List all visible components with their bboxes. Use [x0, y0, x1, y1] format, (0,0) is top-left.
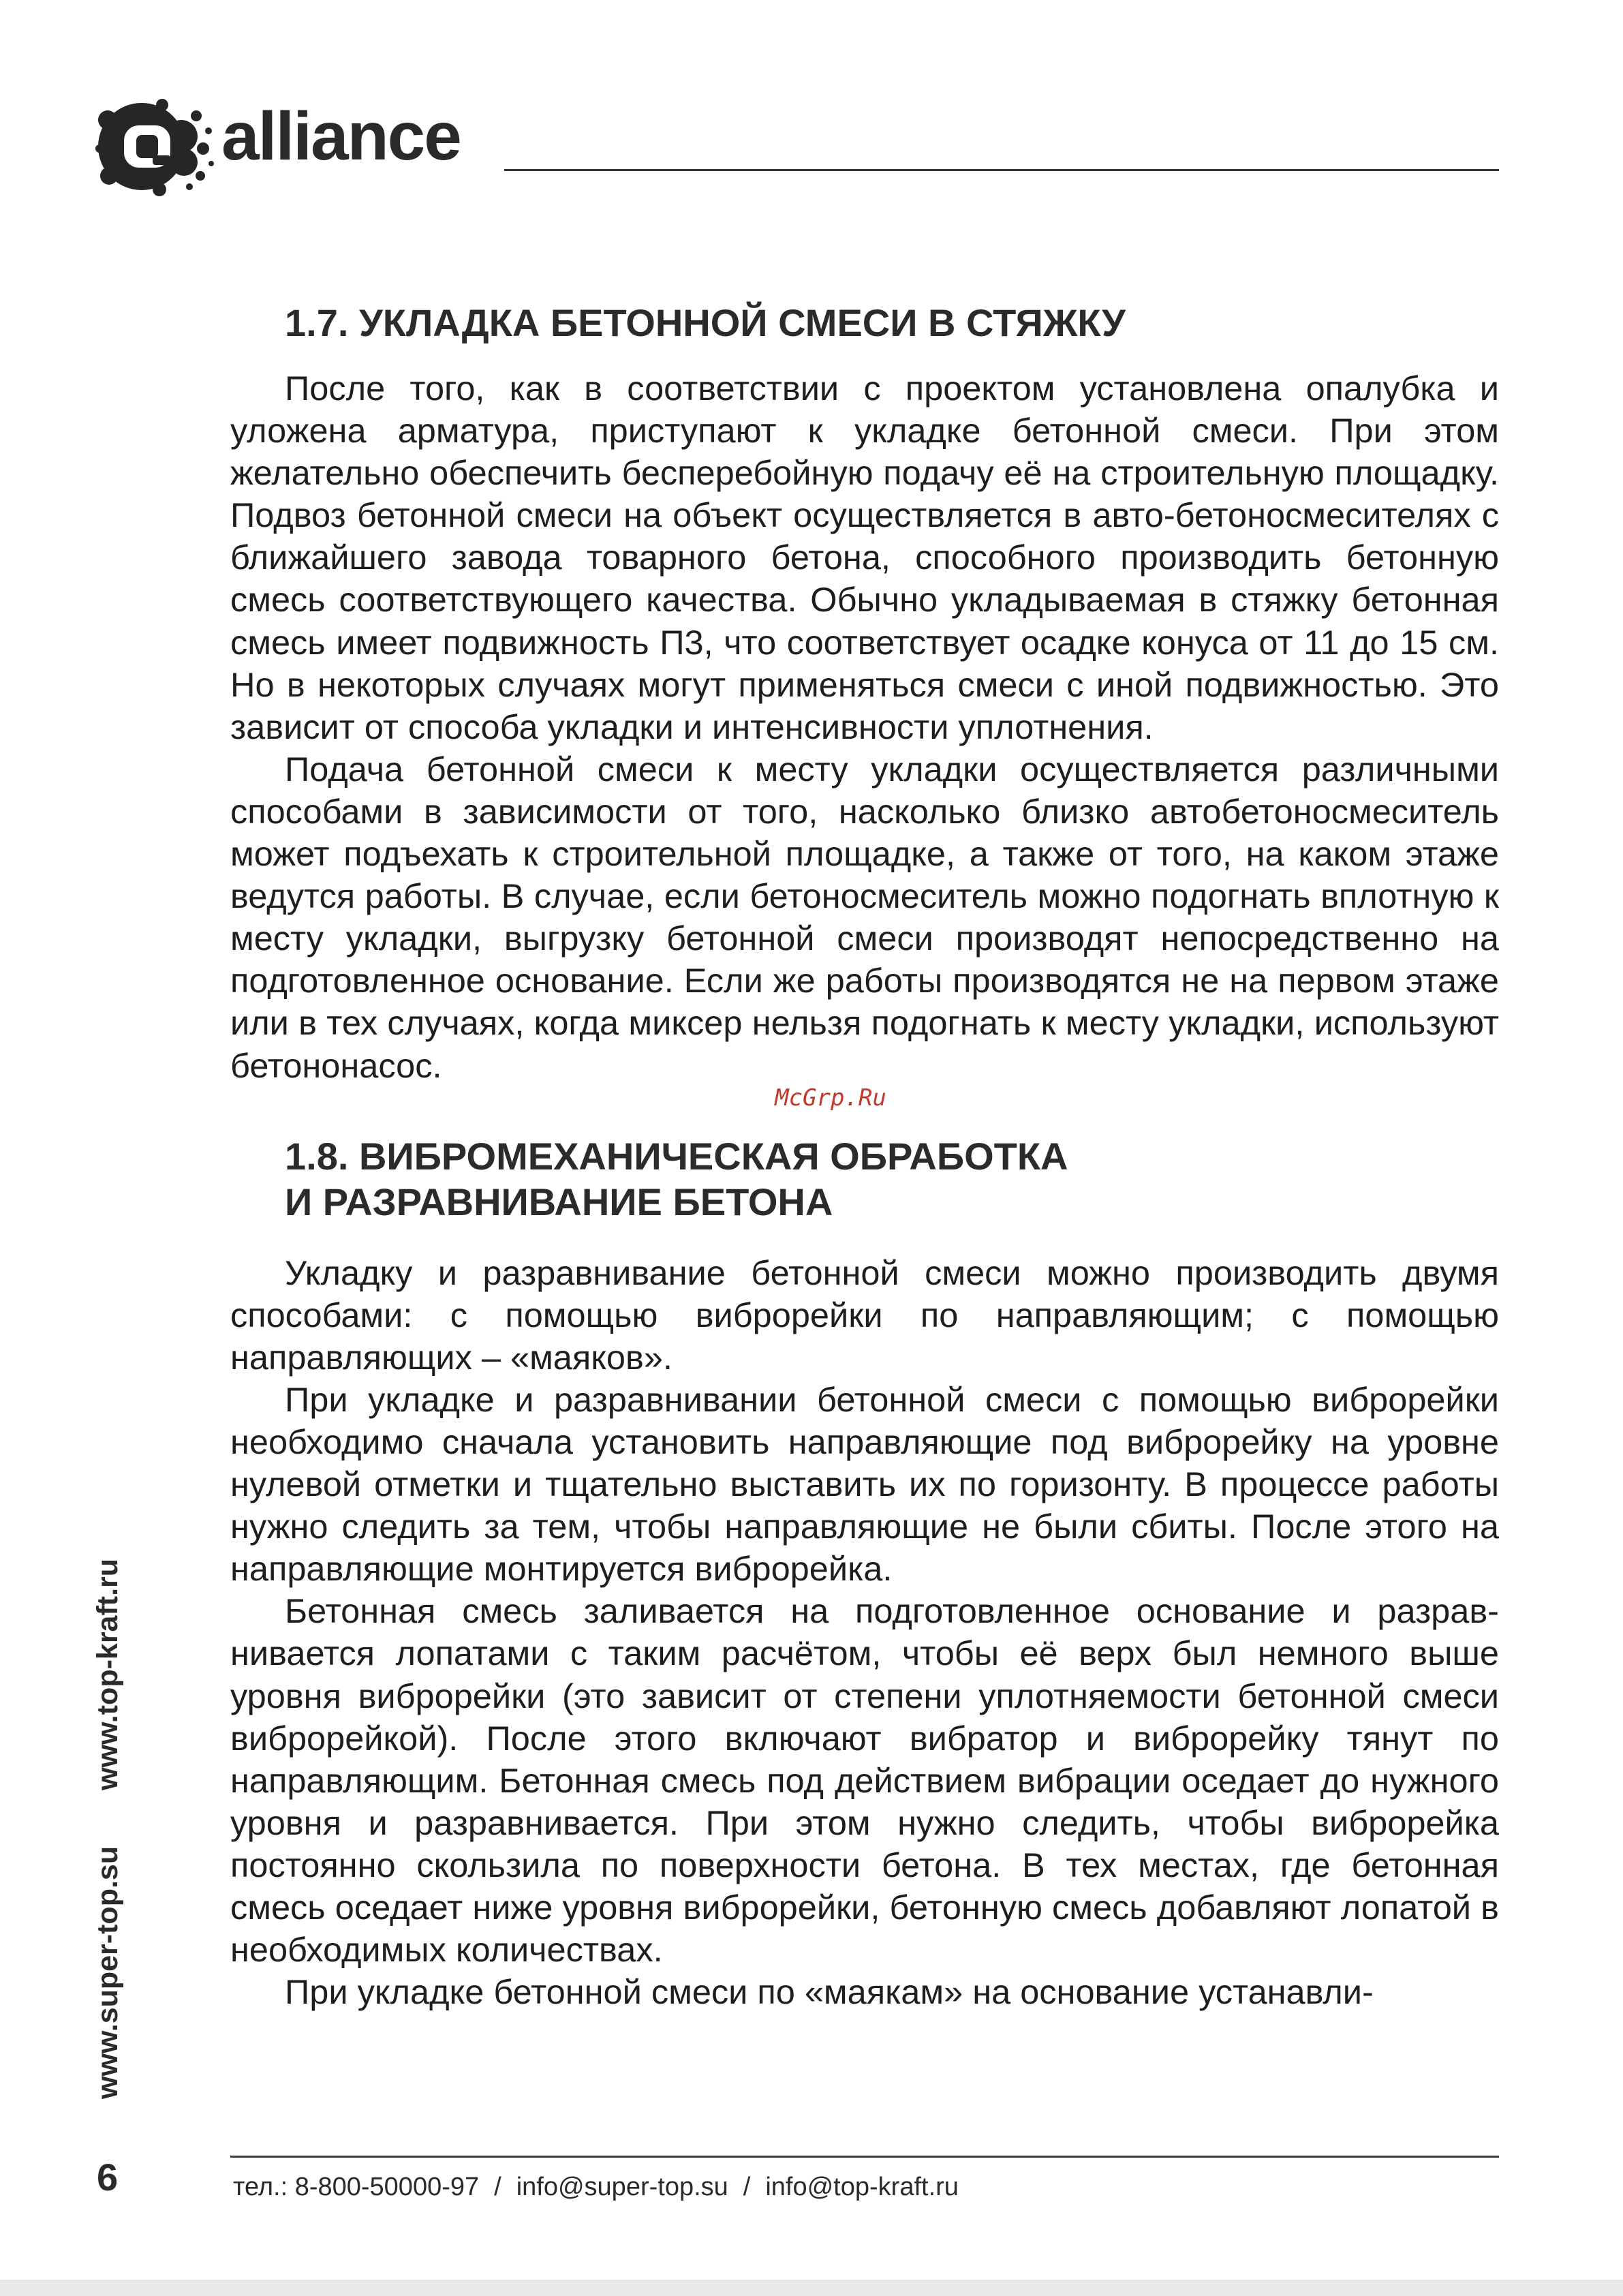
- section-title-1-7: 1.7. УКЛАДКА БЕТОННОЙ СМЕСИ В СТЯЖКУ: [285, 301, 1126, 344]
- paragraph: При укладке и разравнивании бетонной смеси с помощью виброрейки необходимо сначала установить направляющие под виброрейку на уровне нулевой отметки и тщательно выставить их по горизонту. В процессе работы нужно следить за тем, чтобы направляющие не были сбиты. После этого на направляющие монтируется виброрейка.: [230, 1379, 1499, 1589]
- section-title-1-8: [285, 1133, 1499, 1225]
- paragraph: Подача бетонной смеси к месту укладки осуществляется различными способами в зависимости от того, насколько близко автобетоносмеситель может подъехать к строительной площадке, а также от того, на каком этаже ведутся работы. В случае, если бетоносмеситель можно подогнать вплотную к месту укладки, выгрузку бетонной смеси производят непосредственно на подготовленное основание. Если же работы производятся не на первом этаже или в тех случаях, когда миксер нельзя подогнать к месту укладки, используют бетононасос.: [230, 749, 1499, 1085]
- main-content: [230, 286, 1499, 2013]
- website-link-top-kraft[interactable]: www.top-kraft.ru: [91, 1558, 124, 1790]
- paragraph: При укладке бетонной смеси по «маякам» на основание устанавли-: [285, 1972, 1374, 2012]
- footer-separator: /: [494, 2173, 501, 2201]
- brand-name: alliance: [221, 98, 461, 174]
- footer-phone: тел.: 8-800-50000-97: [233, 2173, 480, 2201]
- paragraph: Укладку и разравнивание бетонной смеси можно производить двумя способами: с помощью виброрейки по направляющим; с помощью направляющих – «маяков».: [230, 1253, 1499, 1377]
- footer-email-top-kraft[interactable]: info@top-kraft.ru: [765, 2173, 959, 2201]
- section-title-line: И РАЗРАВНИВАНИЕ БЕТОНА: [285, 1180, 833, 1223]
- watermark-link[interactable]: McGrp.Ru: [775, 1084, 886, 1112]
- paragraph: После того, как в соответствии с проектом установлена опалубка и уложена арматура, приступают к укладке бетонной смеси. При этом желательно обеспечить бесперебойную подачу её на строительную площадку. Подвоз бетонной смеси на объект осуществляется в авто-бетоносмесителях с ближайшего завода товарного бетона, способного производить бетонную смесь соответствующего качества. Обычно укладываемая в стяжку бетонная смесь имеет подвижность П3, что соответствует осадке конуса от 11 до 15 см. Но в некоторых случаях могут применяться смеси с иной подвижностью. Это зависит от способа укладки и интенсивности уплотнения.: [230, 369, 1499, 746]
- side-websites: [91, 1511, 125, 2099]
- alliance-logo-icon: [94, 95, 217, 198]
- section-title-line: 1.8. ВИБРОМЕХАНИЧЕСКАЯ ОБРАБОТКА: [285, 1134, 1068, 1178]
- website-link-super-top[interactable]: www.super-top.su: [91, 1846, 124, 2099]
- footer-divider: [230, 2156, 1499, 2158]
- page-number: 6: [97, 2156, 119, 2199]
- header-divider: [504, 169, 1499, 171]
- footer-contacts: [233, 2173, 959, 2202]
- footer-email-super-top[interactable]: info@super-top.su: [516, 2173, 728, 2201]
- bottom-scan-band: [0, 2280, 1623, 2296]
- footer-separator: /: [743, 2173, 751, 2201]
- paragraph: Бетонная смесь заливается на подготовленное основание и разрав-нивается лопатами с таким расчётом, чтобы её верх был немного выше уровня виброрейки (это зависит от степени уплотняемости бетонной смеси виброрейкой). После этого включают вибратор и виброрейку тянут по направляющим. Бетонная смесь под действием вибрации оседает до нужного уровня и разравнивается. При этом нужно следить, чтобы виброрейка постоянно скользила по поверхности бетона. В тех местах, где бетонная смесь оседает ниже уровня виброрейки, бетонную смесь добавляют лопатой в необходимых количествах.: [230, 1591, 1499, 1970]
